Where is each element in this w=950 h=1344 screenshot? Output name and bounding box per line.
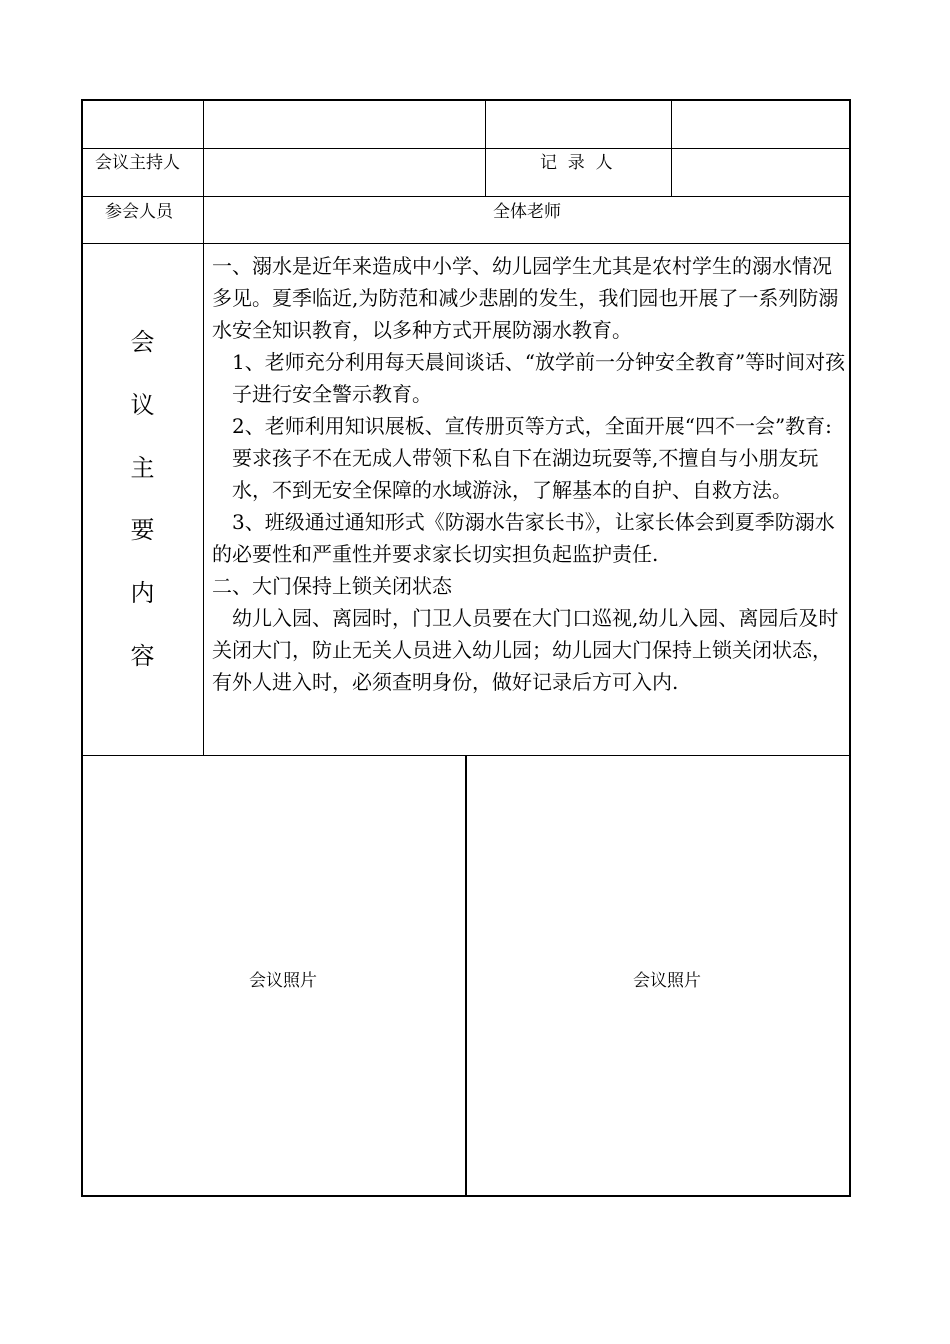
- row-divider: [82, 196, 850, 197]
- section-label-char: 议: [130, 391, 155, 419]
- content-paragraph: 二、大门保持上锁关闭状态: [212, 574, 452, 598]
- section-label-char: 容: [130, 642, 155, 670]
- content-paragraph: 2、老师利用知识展板、宣传册页等方式，全面开展“四不一会”教育:要求孩子不在无成人带领下私自下在湖边玩耍等,不擅自与小朋友玩水，不到无安全保障的水域游泳，了解基本的自护、自救方法。: [232, 414, 832, 502]
- attendees-label: 参会人员: [105, 202, 173, 222]
- attendees-value: 全体老师: [493, 202, 561, 222]
- photo-divider: [465, 755, 467, 1196]
- content-paragraph: 幼儿入园、离园时，门卫人员要在大门口巡视,幼儿入园、离园后及时关闭大门，防止无关人员进入幼儿园；幼儿园大门保持上锁关闭状态，有外人进入时，必须查明身份，做好记录后方可入内.: [212, 606, 839, 694]
- column-divider: [485, 100, 486, 196]
- row-divider: [82, 148, 850, 149]
- section-label-char: 会: [130, 328, 155, 356]
- content-paragraph: 一、溺水是近年来造成中小学、幼儿园学生尤其是农村学生的溺水情况多见。夏季临近,为防范和减少悲剧的发生，我们园也开展了一系列防溺水安全知识教育，以多种方式开展防溺水教育。: [212, 254, 839, 342]
- recorder-label: 记 录 人: [540, 153, 613, 173]
- left-photo-label: 会议照片: [249, 971, 317, 991]
- section-label-char: 主: [130, 454, 155, 482]
- column-divider: [203, 100, 204, 755]
- content-paragraph: 3、班级通过通知形式《防溺水告家长书》，让家长体会到夏季防溺水的必要性和严重性并要求家长切实担负起监护责任.: [212, 510, 835, 566]
- row-divider: [82, 243, 850, 244]
- right-photo-label: 会议照片: [633, 971, 701, 991]
- meeting-content: [212, 250, 848, 698]
- section-label-char: 内: [130, 579, 155, 607]
- host-label: 会议主持人: [95, 153, 180, 173]
- section-label-char: 要: [130, 516, 155, 544]
- column-divider: [671, 100, 672, 196]
- content-paragraph: 1、老师充分利用每天晨间谈话、“放学前一分钟安全教育”等时间对孩子进行安全警示教育。: [232, 350, 846, 406]
